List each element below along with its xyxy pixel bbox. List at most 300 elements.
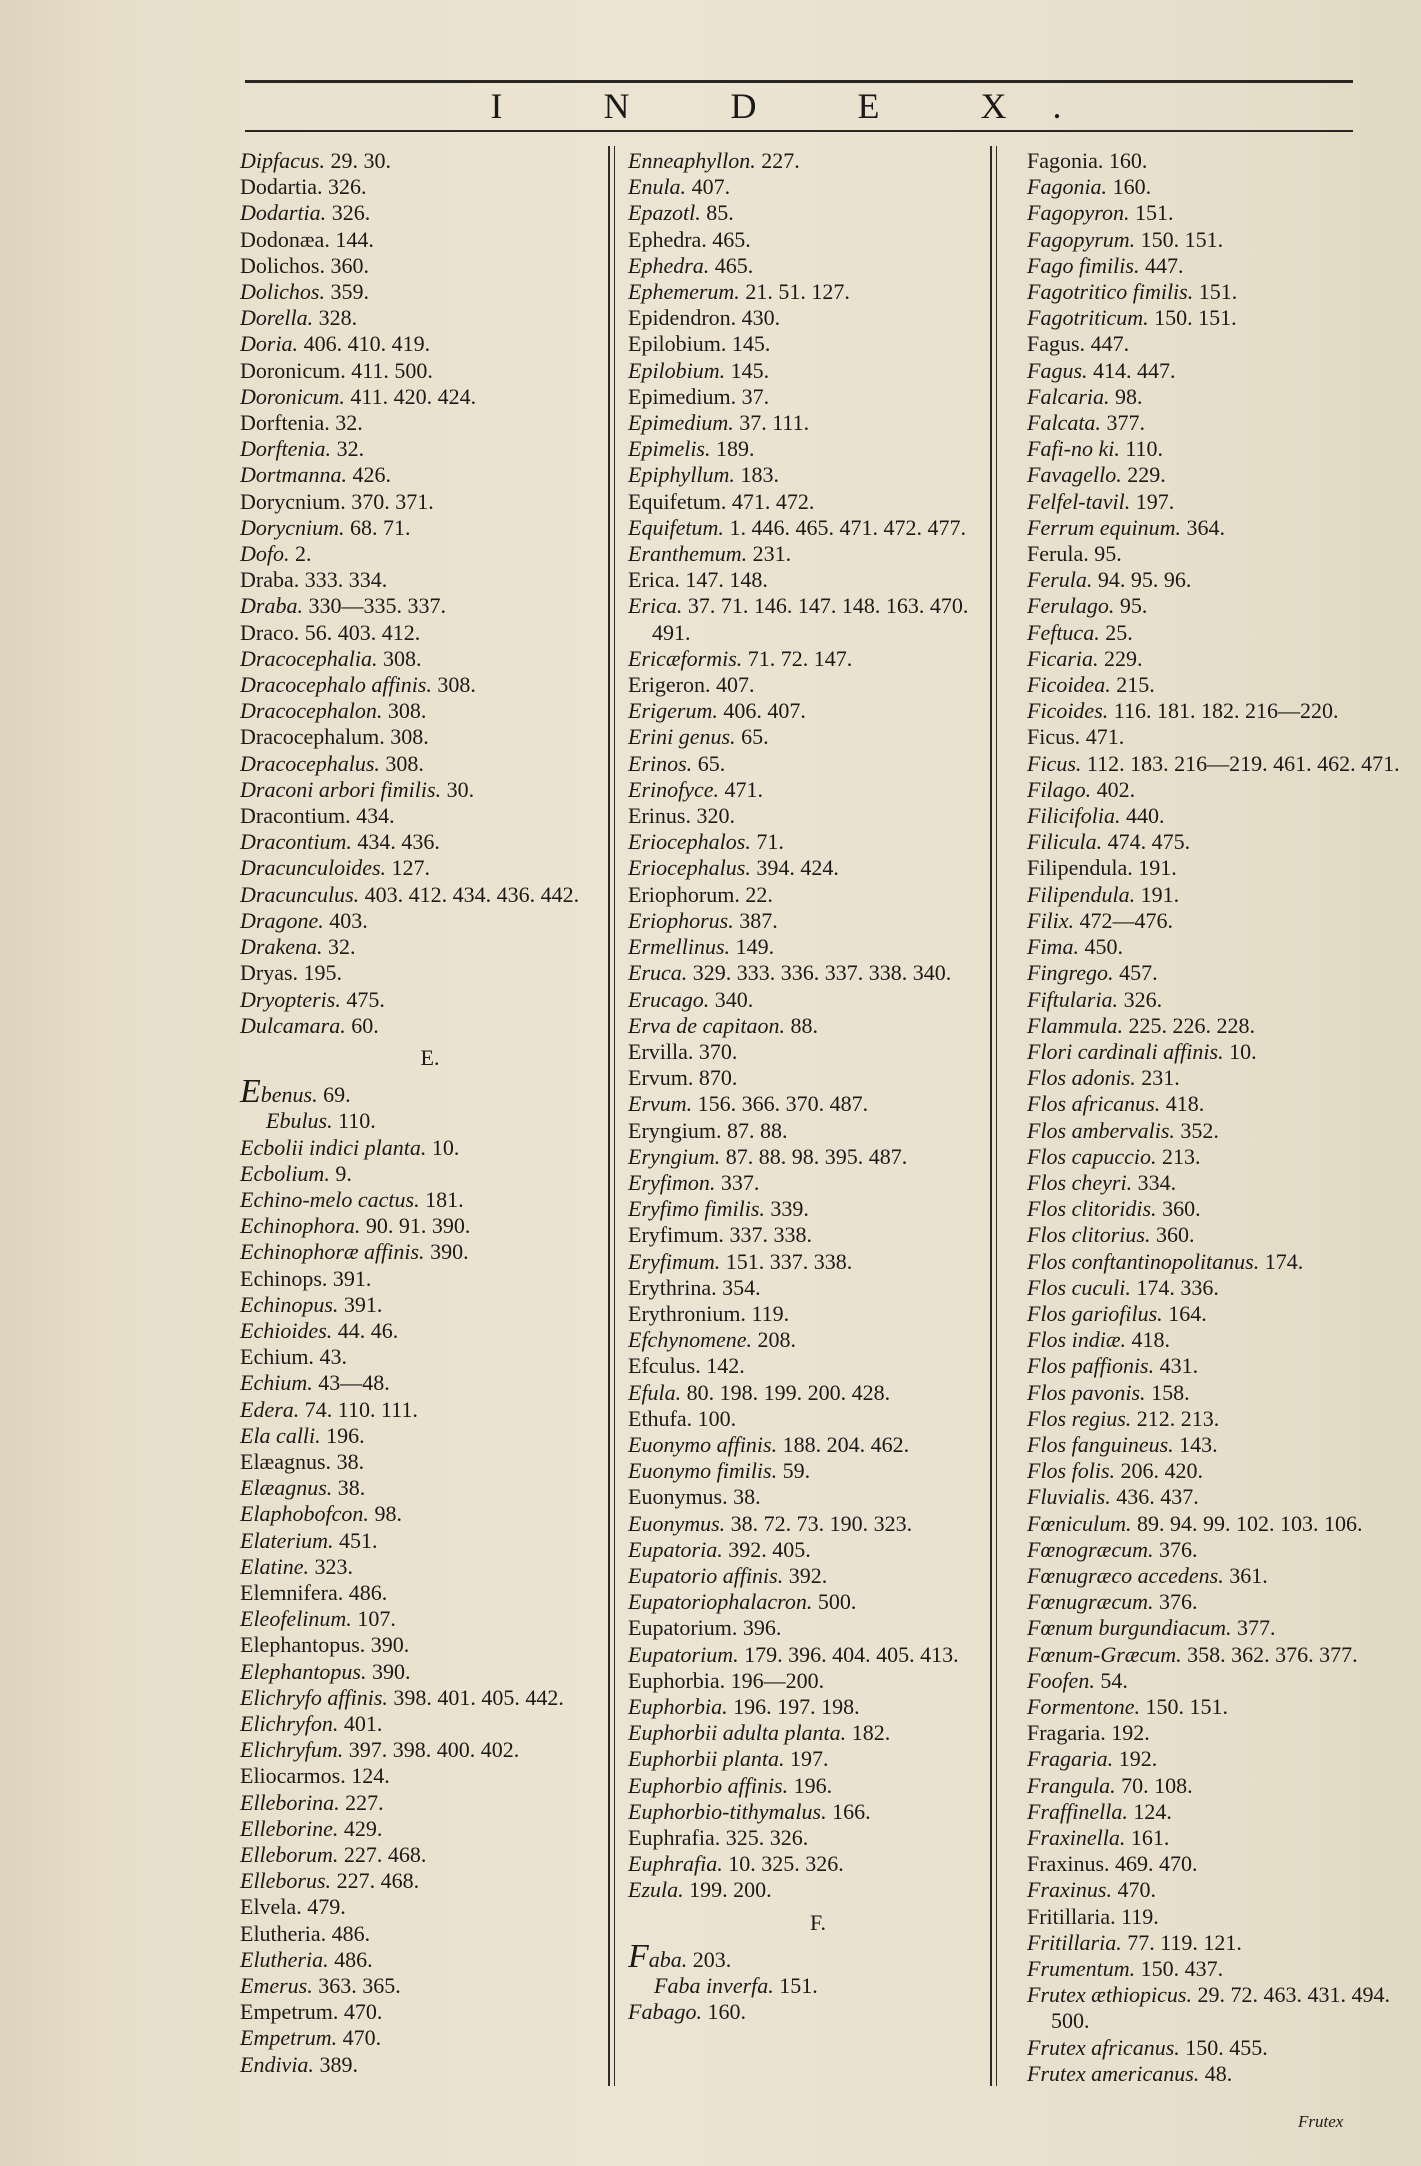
- index-entry: [628, 567, 1008, 593]
- entry-name: Dodonæa.: [240, 226, 330, 252]
- entry-name: Dolichos.: [240, 279, 325, 305]
- entry-pages: 229.: [1127, 462, 1166, 488]
- index-entry: [1027, 1222, 1407, 1248]
- index-entry: [628, 593, 1008, 645]
- entry-pages: 402.: [1096, 776, 1136, 802]
- entry-pages: 150. 151.: [1145, 1693, 1229, 1719]
- index-entry: [628, 305, 1008, 331]
- index-entry: [1027, 253, 1407, 279]
- entry-pages: 95.: [1094, 541, 1122, 567]
- index-entry: [1027, 1615, 1407, 1641]
- entry-name: Frumentum.: [1027, 1956, 1136, 1982]
- entry-pages: 479.: [307, 1894, 346, 1920]
- index-entry: [240, 1501, 620, 1527]
- entry-name: Elephantopus.: [240, 1632, 366, 1658]
- entry-name: Dryopteris.: [240, 986, 341, 1012]
- index-entry: [240, 489, 620, 515]
- index-entry: [240, 908, 620, 934]
- index-entry: [240, 1606, 620, 1632]
- index-entry: [628, 1222, 1008, 1248]
- index-entry: [628, 1380, 1008, 1406]
- entry-name: Epazotl.: [628, 200, 701, 226]
- entry-name: Dodartia.: [240, 174, 323, 200]
- entry-name: Epidendron.: [628, 305, 737, 331]
- index-entry: [628, 1937, 1008, 1975]
- entry-name: Empetrum.: [240, 1999, 339, 2025]
- entry-pages: 160.: [1112, 174, 1152, 200]
- index-entry: [1027, 1380, 1407, 1406]
- index-entry: [1027, 2061, 1407, 2087]
- index-entry: [240, 672, 620, 698]
- index-entry: [1027, 1982, 1407, 2034]
- entry-name: Frangula.: [1027, 1772, 1116, 1798]
- entry-name: Falcata.: [1027, 410, 1101, 436]
- entry-pages: 107.: [357, 1606, 396, 1632]
- entry-name: Efchynomene.: [628, 1327, 752, 1353]
- index-entry: [240, 541, 620, 567]
- entry-name: Eleofelinum.: [240, 1606, 352, 1632]
- entry-name: Dracocephalia.: [240, 645, 378, 671]
- index-entry: [240, 593, 620, 619]
- index-entry: [1027, 1065, 1407, 1091]
- entry-name: Euphrafia.: [628, 1851, 723, 1877]
- entry-name: Epiphyllum.: [628, 462, 735, 488]
- entry-pages: 323.: [314, 1553, 354, 1579]
- entry-name: Eupatorium.: [628, 1615, 738, 1641]
- entry-pages: 361.: [1229, 1562, 1268, 1588]
- index-entry: [1027, 2035, 1407, 2061]
- entry-pages: 144.: [335, 226, 374, 252]
- entry-name: Ferula.: [1027, 567, 1093, 593]
- entry-name: Ficoidea.: [1027, 672, 1111, 698]
- entry-pages: 337. 338.: [729, 1222, 812, 1248]
- entry-pages: 447.: [1144, 252, 1184, 278]
- entry-name: Echino-melo cactus.: [240, 1186, 420, 1212]
- entry-pages: 90. 91. 390.: [365, 1213, 471, 1239]
- entry-pages: 308.: [382, 645, 422, 671]
- entry-pages: 407.: [691, 174, 731, 200]
- entry-pages: 471.: [724, 776, 764, 802]
- index-entry: [1027, 1563, 1407, 1589]
- entry-name: Fabago.: [628, 1999, 702, 2025]
- index-entry: [1027, 1773, 1407, 1799]
- entry-name: Elutheria.: [240, 1946, 329, 1972]
- index-entry: [628, 882, 1008, 908]
- entry-pages: 119.: [751, 1300, 790, 1326]
- entry-pages: 156. 366. 370. 487.: [697, 1091, 869, 1117]
- entry-name: Efula.: [628, 1379, 682, 1405]
- index-entry: [1027, 1353, 1407, 1379]
- index-column-3: [1027, 148, 1407, 2087]
- entry-pages: 465.: [712, 226, 751, 252]
- entry-pages: 10. 325. 326.: [728, 1851, 844, 1877]
- entry-name: Dracontium.: [240, 829, 352, 855]
- entry-pages: 227. 468.: [343, 1842, 427, 1867]
- entry-name: Fœnum-Græcum.: [1027, 1641, 1182, 1667]
- entry-pages: 364.: [1186, 514, 1225, 540]
- index-entry: [1027, 987, 1407, 1013]
- entry-pages: 429.: [343, 1815, 383, 1841]
- entry-pages: 475.: [346, 986, 385, 1012]
- entry-name: Enneaphyllon.: [628, 148, 756, 173]
- entry-name: Enula.: [628, 174, 687, 200]
- index-entry: [240, 1894, 620, 1920]
- entry-name: Fœnugræcum.: [1027, 1589, 1154, 1615]
- entry-pages: 43.: [319, 1344, 347, 1370]
- entry-name: Fœniculum.: [1027, 1510, 1132, 1536]
- index-entry: [1027, 1406, 1407, 1432]
- entry-name: Fraxinus.: [1027, 1851, 1110, 1877]
- entry-name: Felfel-tavil.: [1027, 488, 1131, 514]
- section-letter: E.: [420, 1044, 440, 1070]
- section-letter: F.: [810, 1909, 826, 1935]
- entry-pages: 337.: [720, 1169, 760, 1195]
- entry-pages: 124.: [1133, 1798, 1172, 1824]
- entry-name: Empetrum.: [240, 2025, 338, 2051]
- entry-pages: 340.: [714, 986, 754, 1012]
- entry-pages: 9.: [335, 1160, 352, 1186]
- entry-pages: 65.: [697, 750, 726, 776]
- entry-name: Ermellinus.: [628, 934, 731, 960]
- index-entry: [240, 410, 620, 436]
- index-entry: [628, 1484, 1008, 1510]
- index-entry: [628, 1720, 1008, 1746]
- entry-name: Edera.: [240, 1396, 300, 1422]
- index-entry: [240, 1842, 620, 1868]
- entry-name: Eryfimum.: [628, 1222, 724, 1248]
- index-entry: [240, 1187, 620, 1213]
- index-entry: [240, 200, 620, 226]
- index-entry: [628, 829, 1008, 855]
- entry-pages: 10.: [431, 1134, 460, 1160]
- entry-pages: 197.: [1135, 488, 1175, 514]
- index-entry: [628, 1065, 1008, 1091]
- entry-pages: 160.: [1108, 148, 1148, 173]
- entry-name: Eliocarmos.: [240, 1763, 346, 1789]
- entry-name: Faba inverfa.: [654, 1973, 774, 1999]
- entry-name: Epimedium.: [628, 410, 734, 436]
- index-entry: [240, 358, 620, 384]
- index-entry: [1027, 384, 1407, 410]
- entry-name: Emerus.: [240, 1973, 313, 1999]
- index-entry: [1027, 1746, 1407, 1772]
- entry-name: Echinophoræ affinis.: [240, 1239, 425, 1265]
- index-entry: [628, 1301, 1008, 1327]
- entry-pages: 414. 447.: [1093, 357, 1176, 383]
- entry-name: Elleborum.: [240, 1842, 339, 1867]
- entry-pages: 213.: [1162, 1143, 1201, 1169]
- entry-pages: 145.: [731, 331, 771, 357]
- index-entry: [240, 1213, 620, 1239]
- section-initial: F: [628, 1937, 649, 1975]
- index-entry: [628, 1694, 1008, 1720]
- index-entry: [1027, 436, 1407, 462]
- index-entry: [240, 515, 620, 541]
- index-entry: [240, 1921, 620, 1947]
- entry-name: Dorycnium.: [240, 514, 345, 540]
- index-entry: [240, 174, 620, 200]
- entry-pages: 394. 424.: [756, 855, 839, 881]
- entry-name: Elaterium.: [240, 1527, 334, 1553]
- index-entry: [1027, 1013, 1407, 1039]
- index-entry: [240, 1397, 620, 1423]
- entry-pages: 196—200.: [730, 1667, 825, 1693]
- entry-pages: 151.: [1134, 200, 1174, 226]
- entry-pages: 158.: [1151, 1379, 1190, 1405]
- index-entry: [1027, 593, 1407, 619]
- entry-pages: 308.: [437, 672, 476, 698]
- entry-pages: 150. 437.: [1140, 1956, 1224, 1982]
- index-entry: [1027, 1694, 1407, 1720]
- entry-name: Eryfimo fimilis.: [628, 1196, 765, 1222]
- index-entry: [1027, 200, 1407, 226]
- entry-name: Ecbolii indici planta.: [240, 1134, 427, 1160]
- index-entry: [1027, 1170, 1407, 1196]
- entry-pages: 95.: [1119, 593, 1148, 619]
- entry-pages: 377.: [1106, 410, 1145, 436]
- entry-pages: 227.: [345, 1789, 384, 1815]
- entry-pages: 145.: [730, 357, 770, 383]
- entry-name: Dracocephalum.: [240, 724, 385, 750]
- index-entry: [1027, 567, 1407, 593]
- index-entry: [628, 672, 1008, 698]
- entry-name: Flammula.: [1027, 1012, 1123, 1038]
- entry-name: Elutheria.: [240, 1920, 327, 1946]
- entry-name: Epilobium.: [628, 331, 727, 357]
- index-entry: [1027, 1537, 1407, 1563]
- entry-name: Flos fanguineus.: [1027, 1431, 1174, 1457]
- entry-name: Euphorbio-tithymalus.: [628, 1798, 827, 1824]
- entry-pages: 430.: [741, 305, 781, 331]
- entry-name: Fritillaria.: [1027, 1929, 1122, 1955]
- index-entry: [1027, 227, 1407, 253]
- entry-pages: 451.: [339, 1527, 378, 1553]
- index-entry: [240, 1868, 620, 1894]
- index-entry: [1027, 489, 1407, 515]
- entry-pages: 326.: [1123, 986, 1163, 1012]
- index-entry: [628, 855, 1008, 881]
- entry-name: Fraxinella.: [1027, 1825, 1126, 1850]
- index-entry: [628, 148, 1008, 174]
- index-entry: [240, 1973, 620, 1999]
- entry-name: Erica.: [628, 567, 680, 593]
- entry-pages: 486.: [348, 1579, 388, 1605]
- entry-pages: 54.: [1100, 1667, 1128, 1693]
- entry-name: Ephemerum.: [628, 279, 740, 305]
- entry-pages: 179. 396. 404. 405. 413.: [744, 1641, 959, 1667]
- entry-name: Fagonia.: [1027, 174, 1108, 200]
- entry-name: Elæagnus.: [240, 1475, 333, 1501]
- entry-pages: 151.: [1198, 279, 1238, 305]
- entry-name: Flos africanus.: [1027, 1091, 1161, 1117]
- entry-pages: 181.: [425, 1186, 464, 1212]
- entry-pages: 71.: [756, 829, 784, 855]
- index-entry: [240, 1816, 620, 1842]
- entry-name: Flos cuculi.: [1027, 1274, 1131, 1300]
- page-title: I N D E X.: [490, 86, 1108, 126]
- entry-name: Doronicum.: [240, 357, 346, 383]
- index-entry: [1027, 1851, 1407, 1877]
- entry-name: Elemnifera.: [240, 1579, 344, 1605]
- index-entry: [1027, 1668, 1407, 1694]
- entry-name: Euonymo affinis.: [628, 1431, 778, 1457]
- index-entry: [628, 1432, 1008, 1458]
- entry-name: Filicula.: [1027, 829, 1103, 855]
- entry-name: Flos conftantinopolitanus.: [1027, 1248, 1260, 1274]
- entry-pages: 450.: [1084, 934, 1123, 960]
- entry-pages: 38.: [337, 1475, 366, 1501]
- index-entry: [628, 1563, 1008, 1589]
- entry-pages: 229.: [1104, 645, 1143, 671]
- entry-pages: 352.: [1180, 1117, 1219, 1143]
- index-entry: [1027, 1301, 1407, 1327]
- index-entry: [1027, 1930, 1407, 1956]
- entry-name: Euonymo fimilis.: [628, 1458, 778, 1484]
- entry-name: Flos indiæ.: [1027, 1327, 1127, 1353]
- index-entry: [240, 620, 620, 646]
- entry-pages: 29. 30.: [330, 148, 391, 173]
- entry-name: Ecbolium.: [240, 1160, 330, 1186]
- index-entry: [240, 646, 620, 672]
- entry-pages: 68. 71.: [349, 514, 411, 540]
- entry-name: Doronicum.: [240, 383, 345, 409]
- index-entry: [628, 1091, 1008, 1117]
- index-entry: [1027, 1877, 1407, 1903]
- entry-name: Fingrego.: [1027, 960, 1114, 986]
- entry-pages: 98.: [1115, 383, 1143, 409]
- entry-name: Fagus.: [1027, 357, 1088, 383]
- entry-pages: 87. 88. 98. 395. 487.: [725, 1143, 908, 1169]
- entry-pages: 188. 204. 462.: [782, 1431, 910, 1457]
- entry-pages: 21. 51. 127.: [745, 279, 850, 305]
- index-entry: [628, 724, 1008, 750]
- entry-pages: 110.: [1125, 436, 1164, 462]
- index-entry: [240, 384, 620, 410]
- entry-name: Erinos.: [628, 750, 693, 776]
- entry-pages: 870.: [698, 1065, 738, 1091]
- index-entry: [628, 1589, 1008, 1615]
- index-entry: [628, 489, 1008, 515]
- entry-name: Draconi arbori fimilis.: [240, 776, 442, 802]
- entry-pages: 392.: [788, 1562, 828, 1588]
- index-entry: [628, 646, 1008, 672]
- entry-name: Eryfimon.: [628, 1169, 716, 1195]
- entry-name: Euphrafia.: [628, 1825, 721, 1850]
- entry-name: Elvela.: [240, 1894, 302, 1920]
- index-entry: [1027, 1642, 1407, 1668]
- entry-pages: 182.: [851, 1720, 891, 1746]
- entry-pages: 406. 407.: [723, 698, 806, 724]
- entry-name: Ezula.: [628, 1877, 684, 1903]
- entry-name: Endivia.: [240, 2051, 314, 2077]
- entry-pages: 70. 108.: [1121, 1772, 1193, 1798]
- entry-pages: 85.: [706, 200, 734, 226]
- entry-pages: 471. 472.: [731, 488, 815, 514]
- index-entry: [1027, 1196, 1407, 1222]
- entry-pages: 127.: [391, 855, 431, 881]
- entry-pages: 225. 226. 228.: [1128, 1012, 1255, 1038]
- entry-pages: 160.: [707, 1999, 746, 2025]
- index-entry: [628, 1327, 1008, 1353]
- entry-name: Flos regius.: [1027, 1405, 1132, 1431]
- entry-name: Favagello.: [1027, 462, 1122, 488]
- index-entry: [240, 1737, 620, 1763]
- index-entry: [628, 174, 1008, 200]
- entry-name: Eryfimum.: [628, 1248, 721, 1274]
- entry-pages: 164.: [1168, 1300, 1207, 1326]
- entry-name: Dracunculoides.: [240, 855, 387, 881]
- entry-name: Flori cardinali affinis.: [1027, 1038, 1224, 1064]
- entry-name: Dryas.: [240, 960, 299, 986]
- entry-pages: 192.: [1111, 1720, 1150, 1746]
- index-entry: [240, 279, 620, 305]
- entry-name: Ebulus.: [266, 1108, 333, 1134]
- entry-name: Ferula.: [1027, 541, 1089, 567]
- index-entry: [1027, 1144, 1407, 1170]
- entry-pages: 1. 446. 465. 471. 472. 477.: [729, 514, 966, 540]
- entry-name: Flos folis.: [1027, 1458, 1116, 1484]
- entry-pages: 377.: [1237, 1615, 1276, 1641]
- entry-name: Dorycnium.: [240, 488, 346, 514]
- entry-name: Fagotriticum.: [1027, 305, 1149, 331]
- entry-pages: 227. 468.: [336, 1868, 420, 1894]
- index-entry: [240, 253, 620, 279]
- entry-name: Filicifolia.: [1027, 803, 1121, 829]
- index-entry: [628, 1973, 1008, 1999]
- entry-pages: 10.: [1229, 1038, 1257, 1064]
- entry-pages: 151. 337. 338.: [725, 1248, 853, 1274]
- entry-pages: 359.: [330, 279, 369, 305]
- entry-name: Dodartia.: [240, 200, 327, 226]
- index-entry: [240, 1266, 620, 1292]
- entry-pages: 320.: [696, 803, 735, 829]
- entry-pages: 59.: [782, 1458, 811, 1484]
- index-entry: [240, 1318, 620, 1344]
- entry-pages: 391.: [332, 1265, 372, 1291]
- entry-name: Euonymus.: [628, 1484, 728, 1510]
- entry-name: Filipendula.: [1027, 881, 1136, 907]
- entry-name: Ervum.: [628, 1091, 693, 1117]
- index-entry: [1027, 751, 1407, 777]
- entry-name: Euphorbii adulta planta.: [628, 1720, 847, 1746]
- index-entry: [1027, 462, 1407, 488]
- index-entry: [240, 751, 620, 777]
- entry-pages: 401.: [343, 1710, 383, 1736]
- entry-pages: 326.: [331, 200, 371, 226]
- entry-name: Doria.: [240, 331, 299, 357]
- entry-name: Euphorbia.: [628, 1693, 728, 1719]
- entry-pages: 465.: [714, 252, 754, 278]
- index-entry: [628, 1877, 1008, 1903]
- index-entry: [1027, 1327, 1407, 1353]
- entry-pages: 124.: [351, 1763, 390, 1789]
- header-rule-top: [245, 80, 1353, 83]
- entry-name: Eriophorum.: [628, 881, 740, 907]
- index-entry: [628, 279, 1008, 305]
- entry-name: Eryngium.: [628, 1117, 722, 1143]
- index-entry: [1027, 1432, 1407, 1458]
- entry-pages: 189.: [716, 436, 755, 462]
- entry-name: Eriophorus.: [628, 907, 734, 933]
- entry-pages: 397. 398. 400. 402.: [348, 1737, 520, 1763]
- index-entry: [1027, 672, 1407, 698]
- entry-pages: 38. 72. 73. 190. 323.: [730, 1510, 913, 1536]
- index-entry: [1027, 1799, 1407, 1825]
- entry-pages: 354.: [722, 1274, 761, 1300]
- entry-pages: 215.: [1116, 672, 1155, 698]
- entry-name: Filipendula.: [1027, 855, 1133, 881]
- entry-pages: 69.: [323, 1082, 351, 1108]
